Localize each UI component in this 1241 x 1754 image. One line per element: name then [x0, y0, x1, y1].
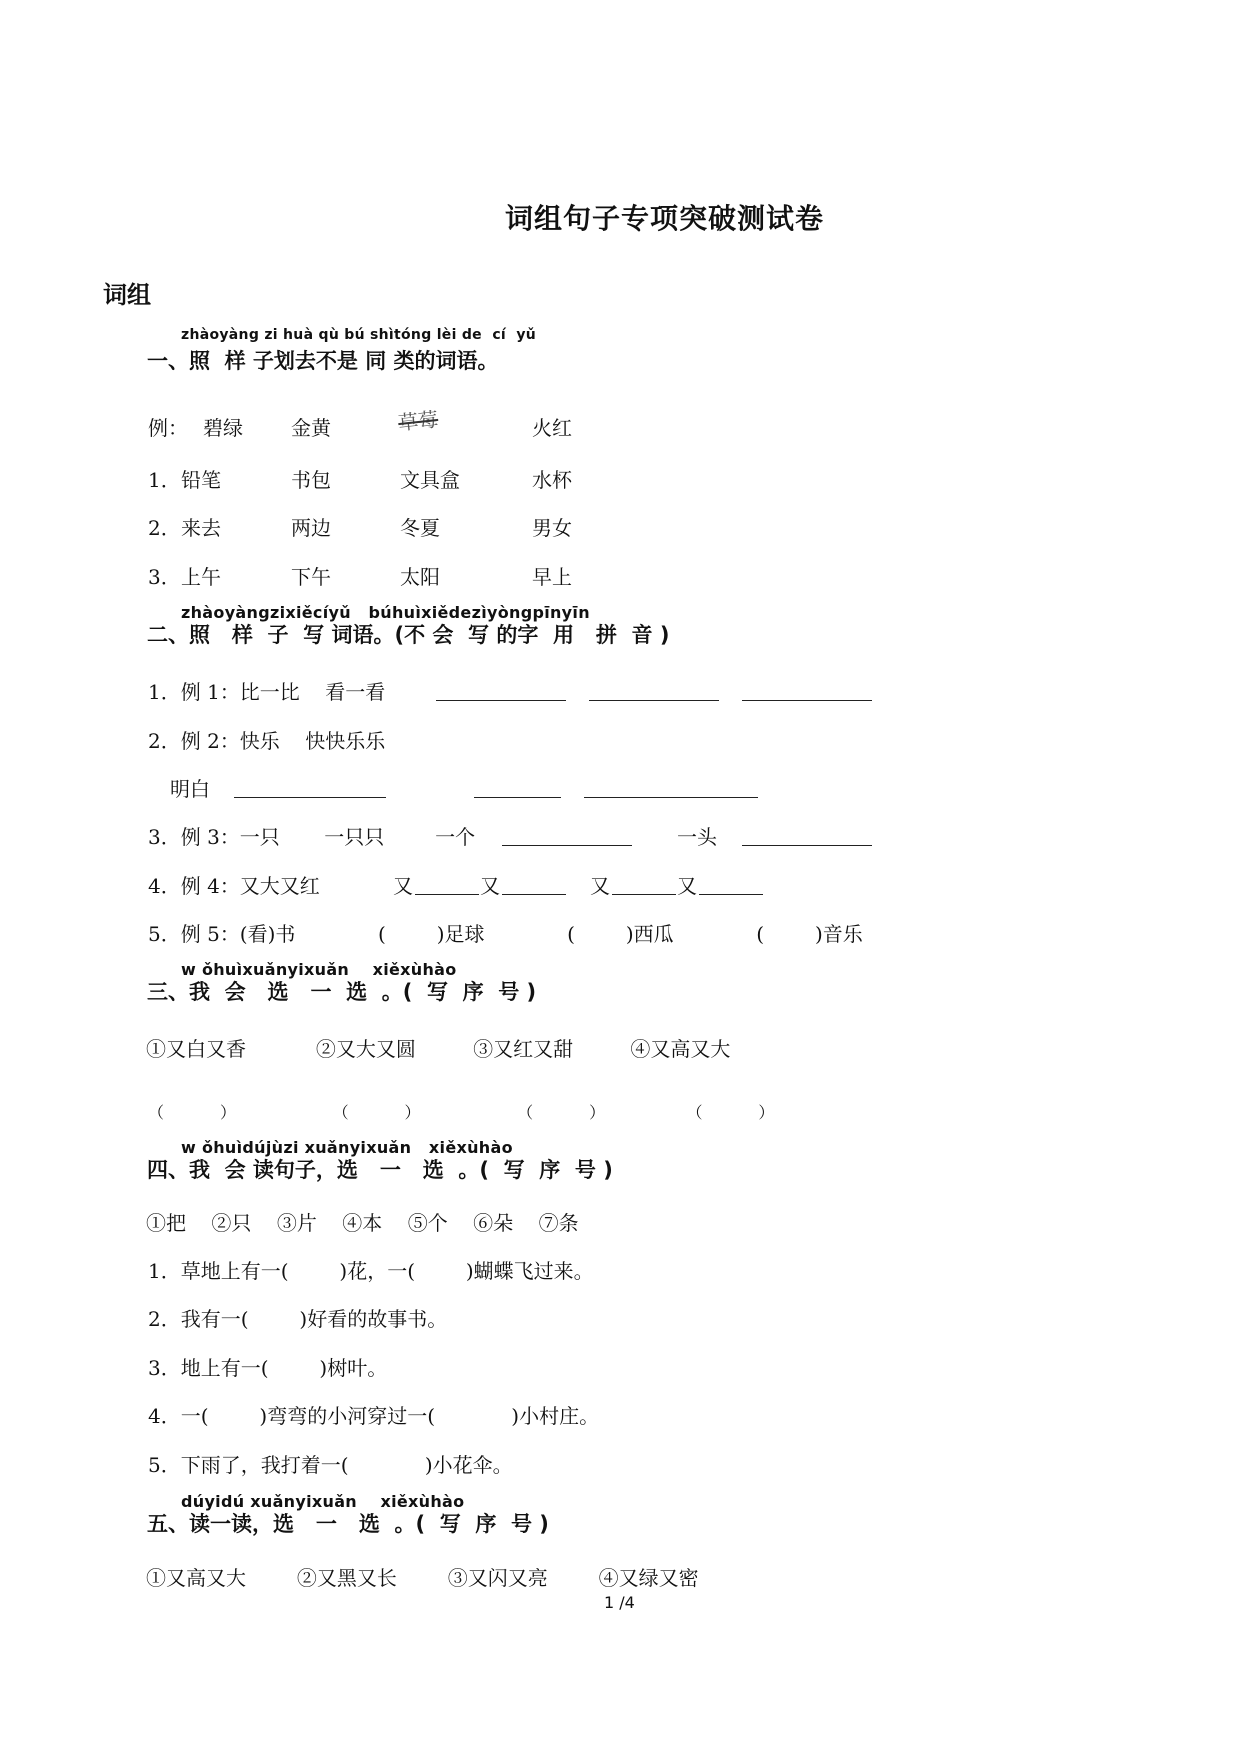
- answer-blank[interactable]: [589, 700, 719, 701]
- q2-line4-you: 又: [480, 874, 500, 898]
- q2-line4-you: 又: [677, 874, 697, 898]
- answer-blank[interactable]: [699, 894, 763, 895]
- q2-line2-word: 明白: [170, 777, 210, 801]
- q4-item: 1．草地上有一( )花，一( )蝴蝶飞过来。: [148, 1259, 594, 1283]
- q1-row-number: 2．: [148, 516, 181, 540]
- q4-heading: 四、我 会 读句子，选 一 选 。( 写 序 号 ): [147, 1158, 613, 1182]
- q4-pinyin: w ǒhuìdújùzi xuǎnyixuǎn xiěxùhào: [181, 1138, 513, 1157]
- answer-blank[interactable]: [436, 700, 566, 701]
- q4-item: 3．地上有一( )树叶。: [148, 1356, 388, 1380]
- answer-blank[interactable]: [584, 797, 758, 798]
- answer-blank[interactable]: [502, 894, 566, 895]
- q1-row-item: 上午: [181, 565, 221, 589]
- q1-row-item: 书包: [291, 468, 331, 492]
- answer-blank[interactable]: [415, 894, 479, 895]
- q5-heading: 五、读一读，选 一 选 。( 写 序 号 ): [147, 1512, 549, 1536]
- q1-row-number: 3．: [148, 565, 181, 589]
- answer-blank[interactable]: [742, 700, 872, 701]
- q1-example-item: 碧绿: [203, 416, 243, 440]
- q2-line1: 1．例 1：比一比 看一看: [148, 680, 386, 704]
- q5-pinyin: dúyidú xuǎnyixuǎn xiěxùhào: [181, 1492, 465, 1511]
- q1-heading: 一、照 样 子划去不是 同 类的词语。: [147, 349, 499, 373]
- answer-blank[interactable]: [234, 797, 386, 798]
- q2-line5: 5．例 5：(看)书 ( )足球 ( )西瓜 ( )音乐: [148, 922, 863, 946]
- q1-example-label: 例：: [148, 416, 188, 440]
- q2-line4: 4．例 4：又大又红: [148, 874, 320, 898]
- q2-line4-you: 又: [590, 874, 610, 898]
- q1-row-item: 下午: [291, 565, 331, 589]
- answer-blank[interactable]: [612, 894, 676, 895]
- q1-row-item: 太阳: [400, 565, 440, 589]
- q1-row-item: 男女: [532, 516, 572, 540]
- q3-heading: 三、我 会 选 一 选 。( 写 序 号 ): [147, 980, 537, 1004]
- q1-row-item: 冬夏: [400, 516, 440, 540]
- q4-item: 2．我有一( )好看的故事书。: [148, 1307, 448, 1331]
- q1-row-item: 两边: [291, 516, 331, 540]
- q2-heading: 二、照 样 子 写 词语。(不 会 写 的字 用 拼 音 ): [147, 623, 670, 647]
- q2-line4-you: 又: [393, 874, 413, 898]
- q1-pinyin: zhàoyàng zi huà qù bú shìtóng lèi de cí yǔ: [181, 327, 537, 343]
- q5-options: ①又高又大 ②又黑又长 ③又闪又亮 ④又绿又密: [146, 1566, 699, 1590]
- q3-pinyin: w ǒhuìxuǎnyixuǎn xiěxùhào: [181, 960, 457, 979]
- q1-example-crossed-item: 草莓: [397, 406, 440, 436]
- q1-row-item: 文具盒: [400, 468, 460, 492]
- section-heading: 词组: [103, 281, 151, 309]
- q3-options: ①又白又香 ②又大又圆 ③又红又甜 ④又高又大: [146, 1037, 731, 1061]
- q1-example-item: 金黄: [291, 416, 331, 440]
- q4-item: 5．下雨了，我打着一( )小花伞。: [148, 1453, 513, 1477]
- page-number: 1 /4: [604, 1593, 635, 1612]
- q2-pinyin: zhàoyàngzixiěcíyǔ búhuìxiědezìyòngpīnyīn: [181, 603, 590, 622]
- q4-options: ①把 ②只 ③片 ④本 ⑤个 ⑥朵 ⑦条: [146, 1211, 579, 1235]
- q1-row-item: 早上: [532, 565, 572, 589]
- q2-line2: 2．例 2：快乐 快快乐乐: [148, 729, 386, 753]
- q3-answer-blanks: （ ） （ ） （ ） （ ）: [148, 1103, 775, 1122]
- q1-row-item: 水杯: [532, 468, 572, 492]
- q2-line3: 3．例 3：一只 一只只 一个: [148, 825, 476, 849]
- q1-row-number: 1．: [148, 468, 181, 492]
- q1-row-item: 来去: [181, 516, 221, 540]
- q2-line3-word: 一头: [677, 825, 717, 849]
- answer-blank[interactable]: [742, 845, 872, 846]
- q4-item: 4．一( )弯弯的小河穿过一( )小村庄。: [148, 1404, 600, 1428]
- answer-blank[interactable]: [474, 797, 561, 798]
- page-title: 词组句子专项突破测试卷: [505, 202, 825, 235]
- q1-example-item: 火红: [532, 416, 572, 440]
- q1-row-item: 铅笔: [181, 468, 221, 492]
- answer-blank[interactable]: [502, 845, 632, 846]
